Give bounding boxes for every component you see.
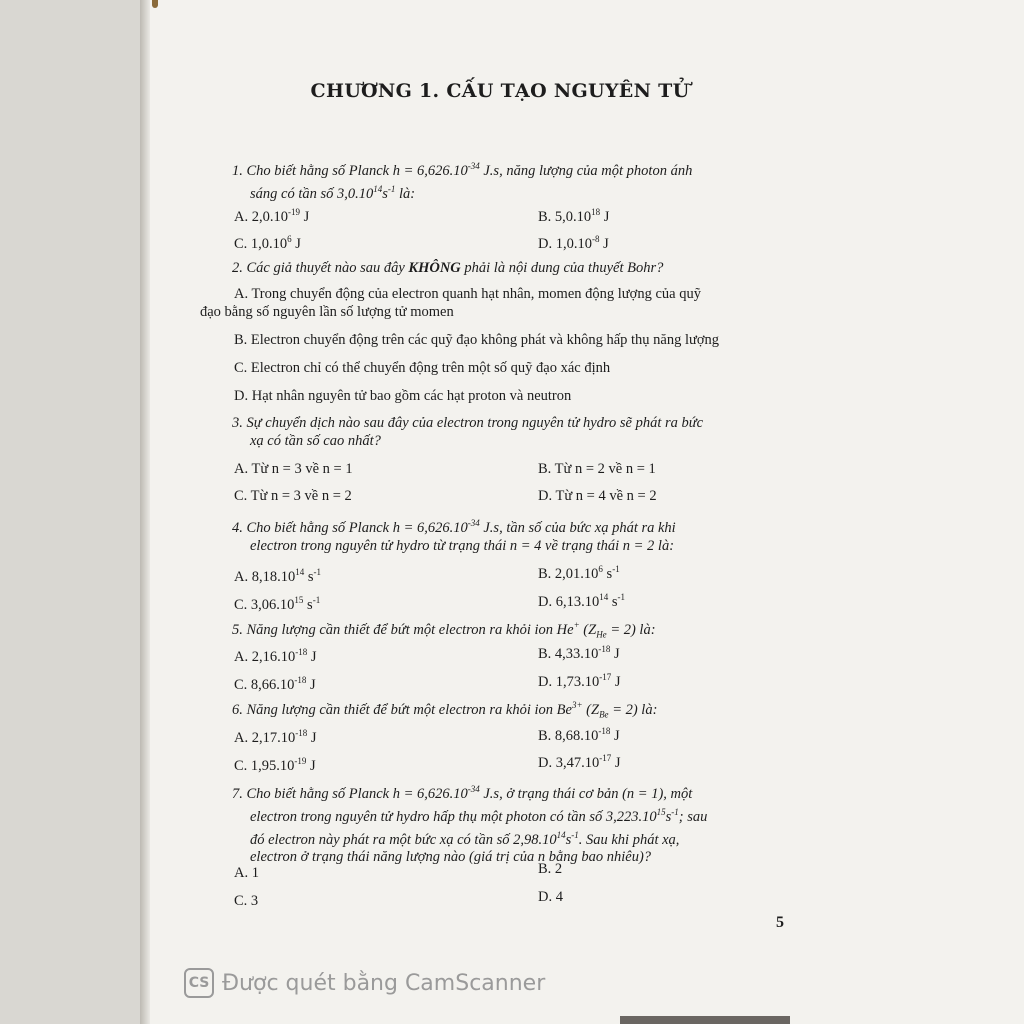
q7-option-d: D. 4 — [538, 889, 563, 905]
question-4: 4. Cho biết hằng số Planck $h = 6,626.10^{-34}$ J.s, tần số của bức xạ phát ra khi electron trong nguyên tử hydro từ trạng thái n = 4 về trạng thái n = 2 là: — [232, 518, 676, 554]
q3-option-c: C. Từ n = 3 về n = 2 — [234, 488, 352, 504]
q4-option-d: D. 6,13.10$^{14}$ $s^{-1}$ — [538, 592, 626, 610]
q7-option-b: B. 2 — [538, 861, 563, 877]
q3-option-d: D. Từ n = 4 về n = 2 — [538, 488, 657, 504]
q5-option-d: D. $1,73.10^{-17}$ J — [538, 672, 621, 690]
chapter-title: CHƯƠNG 1. CẤU TẠO NGUYÊN TỬ — [310, 80, 690, 102]
q7-option-c: C. 3 — [234, 893, 259, 909]
question-6: 6. Năng lượng cần thiết để bứt một electron ra khỏi ion $Be^{3+}$ $(Z_{Be} = 2)$ là: — [232, 700, 658, 720]
page-number: 5 — [776, 914, 784, 931]
q6-option-a: A. $2,17.10^{-18}$ J — [234, 728, 317, 746]
q6-option-d: D. $3,47.10^{-17}$ J — [538, 753, 621, 771]
question-7: 7. Cho biết hằng số Planck $h = 6,626.10^{-34}$ J.s, ở trạng thái cơ bản (n = 1), một electron trong nguyên tử hydro hấp thụ một photon có tần số $3,223.10^{15}s^{-1}$; sau đó electron này phát ra một bức xạ có tần số $2,98.10^{14}s^{-1}$. Sau khi phát xạ, electron ở trạng thái năng lượng nào (giá trị của n bằng bao nhiêu)? — [232, 784, 708, 866]
q2-option-c: C. Electron chỉ có thể chuyển động trên một số quỹ đạo xác định — [234, 360, 611, 376]
corner-mark — [152, 0, 158, 8]
q5-option-a: A. $2,16.10^{-18}$ J — [234, 647, 317, 665]
camscanner-text: Được quét bằng CamScanner — [222, 970, 546, 996]
q1-option-d: D. $1,0.10^{-8}$ J — [538, 234, 609, 252]
camscanner-watermark — [184, 968, 545, 998]
q5-option-c: C. $8,66.10^{-18}$ J — [234, 675, 316, 693]
q4-option-c: C. 3,06.10$^{15}$ $s^{-1}$ — [234, 595, 321, 613]
q6-option-b: B. $8,68.10^{-18}$ J — [538, 726, 620, 744]
page-content — [200, 0, 800, 1024]
question-1: 1. Cho biết hằng số Planck $h = 6,626.10^{-34}$ J.s, năng lượng của một photon ánh sáng có tần số $3,0.10^{14}s^{-1}$ là: — [232, 161, 693, 202]
q2-option-a: A. Trong chuyển động của electron quanh hạt nhân, momen động lượng của quỹ đạo bằng số nguyên lần số lượng tử momen — [200, 286, 701, 320]
q1-option-b: B. 5,0.10$^{18}$ J — [538, 207, 610, 225]
q3-option-b: B. Từ n = 2 về n = 1 — [538, 461, 656, 477]
question-3: 3. Sự chuyển dịch nào sau đây của electron trong nguyên tử hydro sẽ phát ra bức xạ có tần số cao nhất? — [232, 415, 704, 449]
camscanner-logo-icon: CS — [184, 968, 214, 998]
q1-option-a: A. $2,0.10^{-19}$ J — [234, 207, 310, 225]
q5-option-b: B. $4,33.10^{-18}$ J — [538, 644, 620, 662]
question-5: 5. Năng lượng cần thiết để bứt một electron ra khỏi ion He+ $(Z_{He} = 2)$ là: — [232, 620, 656, 640]
q4-option-a: A. 8,18.10$^{14}$ $s^{-1}$ — [234, 567, 322, 585]
q7-option-a: A. 1 — [234, 865, 259, 881]
question-2: 2. Các giả thuyết nào sau đây KHÔNG phải là nội dung của thuyết Bohr? — [232, 260, 664, 276]
q1-option-c: C. 1,0.10$^6$ J — [234, 234, 301, 252]
q6-option-c: C. $1,95.10^{-19}$ J — [234, 756, 316, 774]
q2-option-d: D. Hạt nhân nguyên tử bao gồm các hạt proton và neutron — [234, 388, 572, 404]
q2-option-b: B. Electron chuyển động trên các quỹ đạo không phát và không hấp thụ năng lượng — [234, 332, 720, 348]
q4-option-b: B. 2,01.10$^6$ $s^{-1}$ — [538, 564, 620, 582]
q3-option-a: A. Từ n = 3 về n = 1 — [234, 461, 353, 477]
